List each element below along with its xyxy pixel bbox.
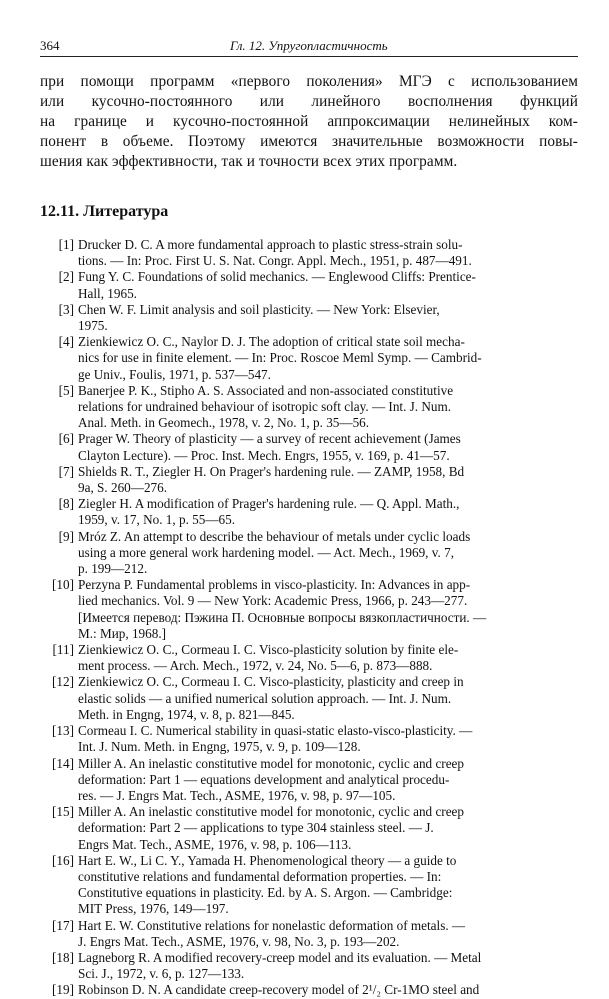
intro-line: понент в объеме. Поэтому имеются значительные возможности повы- — [40, 133, 578, 150]
reference-number: [1] — [58, 237, 74, 252]
reference-line: lied mechanics. Vol. 9 — New York: Academic Press, 1966, p. 243—277. — [78, 593, 468, 609]
reference-line: Robinson D. N. A candidate creep-recovery model of 2¹/₂ Cr-1MO steel and — [78, 982, 480, 998]
reference-text — [78, 982, 578, 998]
reference-line: Clayton Lecture). — Proc. Inst. Mech. Engrs, 1955, v. 169, p. 41—57. — [78, 447, 450, 463]
reference-line: Cormeau I. C. Numerical stability in quasi-static elasto-visco-plasticity. — — [78, 723, 473, 739]
reference-line: Ziegler H. A modification of Prager's hardening rule. — Q. Appl. Math., — [78, 496, 460, 512]
reference-text — [78, 269, 578, 301]
reference-line: Perzyna P. Fundamental problems in visco-plasticity. In: Advances in app- — [78, 577, 471, 593]
reference-item — [40, 577, 578, 642]
reference-item — [40, 529, 578, 578]
reference-item — [40, 982, 578, 998]
reference-line: constitutive relations and fundamental deformation properties. — In: — [78, 868, 442, 884]
reference-text — [78, 804, 578, 853]
reference-number: [16] — [52, 852, 74, 868]
reference-line: tions. — In: Proc. First U. S. Nat. Congr. Appl. Mech., 1951, p. 487—491. — [78, 253, 472, 269]
reference-item — [40, 464, 578, 496]
intro-paragraph — [40, 72, 578, 172]
reference-line: Miller A. An inelastic constitutive model for monotonic, cyclic and creep — [78, 755, 464, 771]
reference-item — [40, 950, 578, 982]
reference-number: [14] — [52, 755, 74, 771]
reference-item — [40, 237, 578, 269]
reference-line: elastic solids — a unified numerical solution approach. — Int. J. Num. — [78, 690, 452, 706]
reference-number: [18] — [52, 949, 74, 965]
reference-line: Prager W. Theory of plasticity — a survey of recent achievement (James — [78, 431, 461, 447]
reference-line: using a more general work hardening model. — Act. Mech., 1969, v. 7, — [78, 544, 454, 560]
reference-line: res. — J. Engrs Mat. Tech., ASME, 1976, v. 98, p. 97—105. — [78, 787, 396, 803]
section-title: Литература — [83, 203, 169, 220]
section-heading — [40, 203, 168, 221]
reference-item — [40, 642, 578, 674]
intro-line: или кусочно-постоянного или линейного восполнения функций — [40, 93, 578, 110]
reference-line: Zienkiewicz O. C., Cormeau I. C. Visco-plasticity solution by finite ele- — [78, 642, 459, 658]
reference-line: relations for undrained behaviour of isotropic soft clay. — Int. J. Num. — [78, 399, 452, 415]
reference-line: [Имеется перевод: Пэжина П. Основные вопросы вязкопластичности. — — [78, 609, 487, 625]
reference-line: Sci. J., 1972, v. 6, p. 127—133. — [78, 966, 245, 982]
reference-item — [40, 723, 578, 755]
reference-line: Lagneborg R. A modified recovery-creep model and its evaluation. — Metal — [78, 949, 482, 965]
reference-number: [15] — [52, 804, 74, 820]
reference-number: [11] — [52, 642, 74, 658]
reference-text — [78, 302, 578, 334]
reference-line: 9a, S. 260—276. — [78, 480, 168, 496]
reference-line: p. 199—212. — [78, 561, 148, 577]
intro-line: шения как эффективности, так и точности всех этих программ. — [40, 153, 458, 170]
reference-item — [40, 383, 578, 432]
reference-text — [78, 723, 578, 755]
reference-line: Hart E. W., Li C. Y., Yamada H. Phenomenological theory — a guide to — [78, 852, 457, 868]
reference-number: [4] — [58, 334, 74, 350]
reference-list — [40, 237, 578, 999]
reference-line: 1975. — [78, 318, 108, 334]
reference-item — [40, 431, 578, 463]
reference-line: Banerjee P. K., Stipho A. S. Associated and non-associated constitutive — [78, 382, 454, 398]
reference-line: ge Univ., Foulis, 1971, p. 537—547. — [78, 366, 271, 382]
reference-text — [78, 334, 578, 383]
reference-item — [40, 804, 578, 853]
reference-text — [78, 529, 578, 578]
reference-line: Zienkiewicz O. C., Naylor D. J. The adoption of critical state soil mecha- — [78, 334, 465, 350]
reference-text — [78, 853, 578, 918]
reference-number: [19] — [52, 982, 74, 998]
reference-text — [78, 756, 578, 805]
reference-line: Fung Y. C. Foundations of solid mechanics. — Englewood Cliffs: Prentice- — [78, 269, 476, 285]
reference-item — [40, 674, 578, 723]
reference-line: deformation: Part 1 — equations development and analytical procedu- — [78, 771, 450, 787]
reference-line: deformation: Part 2 — applications to type 304 stainless steel. — J. — [78, 820, 434, 836]
reference-item — [40, 302, 578, 334]
reference-number: [10] — [52, 577, 74, 593]
reference-item — [40, 496, 578, 528]
reference-number: [13] — [52, 723, 74, 739]
reference-line: М.: Мир, 1968.] — [78, 625, 167, 641]
reference-line: Meth. in Engng, 1974, v. 8, p. 821—845. — [78, 706, 295, 722]
reference-line: nics for use in finite element. — In: Proc. Roscoe Meml Symp. — Cambrid- — [78, 350, 482, 366]
reference-line: Hart E. W. Constitutive relations for nonelastic deformation of metals. — — [78, 917, 466, 933]
reference-line: Int. J. Num. Meth. in Engng, 1975, v. 9, p. 109—128. — [78, 739, 361, 755]
reference-text — [78, 237, 578, 269]
reference-item — [40, 756, 578, 805]
page-number: 364 — [40, 38, 60, 53]
reference-number: [6] — [58, 431, 74, 447]
reference-number: [8] — [58, 496, 74, 512]
intro-line: при помощи программ «первого поколения» МГЭ с использованием — [40, 73, 578, 90]
reference-text — [78, 918, 578, 950]
reference-line: Drucker D. C. A more fundamental approach to plastic stress-strain solu- — [78, 237, 463, 252]
section-number: 12.11. — [40, 203, 80, 220]
reference-text — [78, 950, 578, 982]
reference-line: Hall, 1965. — [78, 285, 137, 301]
reference-line: ment process. — Arch. Mech., 1972, v. 24, No. 5—6, p. 873—888. — [78, 658, 433, 674]
reference-number: [12] — [52, 674, 74, 690]
reference-line: 1959, v. 17, No. 1, p. 55—65. — [78, 512, 236, 528]
reference-text — [78, 464, 578, 496]
reference-number: [3] — [58, 301, 74, 317]
reference-line: MIT Press, 1976, 149—197. — [78, 901, 229, 917]
reference-number: [17] — [52, 917, 74, 933]
running-header — [40, 36, 578, 57]
reference-line: Miller A. An inelastic constitutive model for monotonic, cyclic and creep — [78, 804, 464, 820]
reference-item — [40, 853, 578, 918]
reference-text — [78, 674, 578, 723]
intro-line: на границе и кусочно-постоянной аппроксимации нелинейных ком- — [40, 113, 578, 130]
reference-number: [5] — [58, 382, 74, 398]
reference-line: Engrs Mat. Tech., ASME, 1976, v. 98, p. 106—113. — [78, 836, 352, 852]
reference-number: [7] — [58, 463, 74, 479]
reference-text — [78, 496, 578, 528]
reference-item — [40, 269, 578, 301]
reference-line: Constitutive equations in plasticity. Ed. by A. S. Argon. — Cambridge: — [78, 885, 453, 901]
reference-line: Mróz Z. An attempt to describe the behaviour of metals under cyclic loads — [78, 528, 471, 544]
reference-item — [40, 334, 578, 383]
reference-text — [78, 431, 578, 463]
reference-text — [78, 383, 578, 432]
reference-text — [78, 642, 578, 674]
reference-line: Chen W. F. Limit analysis and soil plasticity. — New York: Elsevier, — [78, 301, 440, 317]
reference-line: J. Engrs Mat. Tech., ASME, 1976, v. 98, No. 3, p. 193—202. — [78, 933, 400, 949]
reference-line: Shields R. T., Ziegler H. On Prager's hardening rule. — ZAMP, 1958, Bd — [78, 463, 465, 479]
reference-line: Zienkiewicz O. C., Cormeau I. C. Visco-plasticity, plasticity and creep in — [78, 674, 464, 690]
reference-number: [2] — [58, 269, 74, 285]
reference-text — [78, 577, 578, 642]
reference-number: [9] — [58, 528, 74, 544]
reference-item — [40, 918, 578, 950]
reference-line: Anal. Meth. in Geomech., 1978, v. 2, No. 1, p. 35—56. — [78, 415, 370, 431]
running-title: Гл. 12. Упругопластичность — [230, 38, 388, 53]
